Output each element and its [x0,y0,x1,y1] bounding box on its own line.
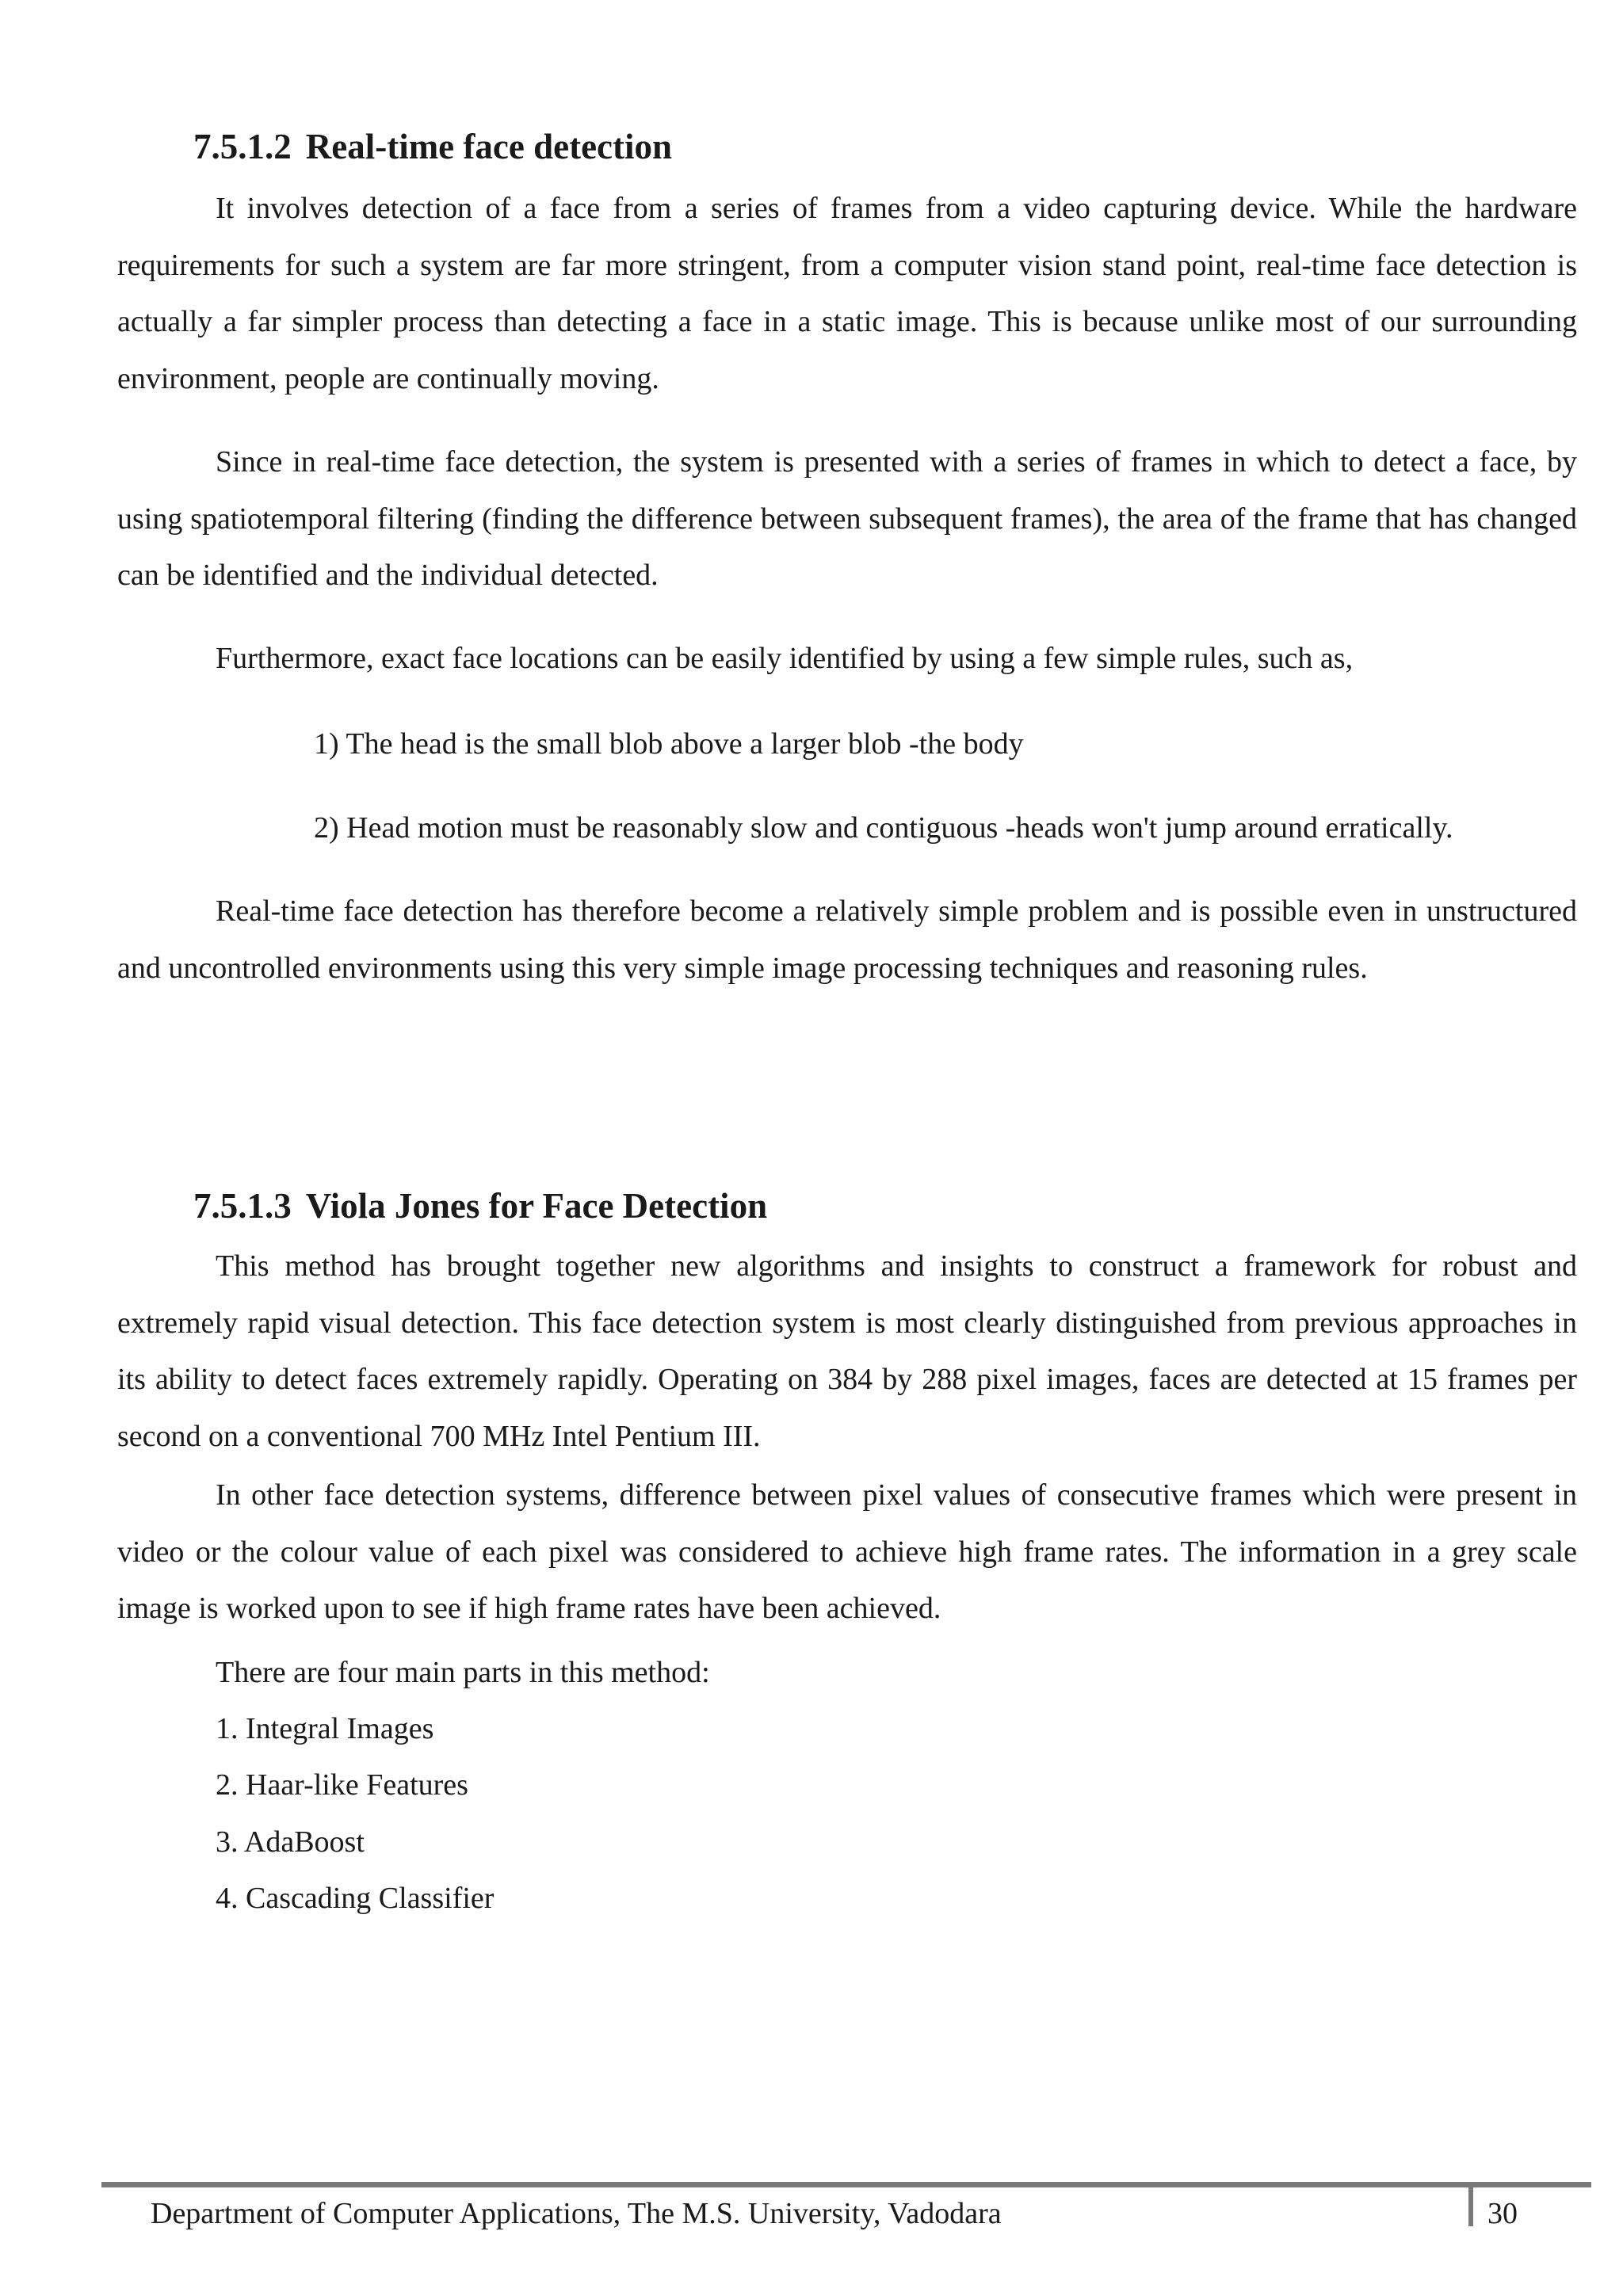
footer-separator [1468,2187,1473,2226]
list-intro: There are four main parts in this method: [216,1656,710,1689]
paragraph: It involves detection of a face from a series of frames from a video capturing device. While the hardware requirements for such a system are far more stringent, from a computer vision stand point, real-time face detection is actually a far simpler process than detecting a face in a static image. This is because unlike most of our surrounding environment, people are continually moving. [117,192,1577,395]
paragraph: Since in real-time face detection, the system is presented with a series of frames in which to detect a face, by using spatiotemporal filtering (finding the difference between subsequent frames), the area of the frame that has changed can be identified and the individual detected. [117,445,1577,592]
rule-item: 2) Head motion must be reasonably slow and contiguous -heads won't jump around erratically. [314,811,1453,845]
section-title: Viola Jones for Face Detection [305,1186,768,1226]
list-item: 2. Haar-like Features [216,1768,468,1802]
section-number: 7.5.1.3 [193,1186,292,1226]
paragraph: This method has brought together new algorithms and insights to construct a framework for robust and extremely rapid visual detection. This face detection system is most clearly distinguished from previous approaches in its ability to detect faces extremely rapidly. Operating on 384 by 288 pixel images, faces are detected at 15 frames per second on a conventional 700 MHz Intel Pentium III. [117,1249,1577,1453]
section-heading-viola-jones [193,1188,767,1224]
list-item: 3. AdaBoost [216,1825,365,1859]
paragraph: Furthermore, exact face locations can be easily identified by using a few simple rules, such as, [216,642,1354,675]
paragraph: Real-time face detection has therefore become a relatively simple problem and is possible even in unstructured and uncontrolled environments using this very simple image processing techniques and reasoning rules. [117,894,1577,985]
list-item: 1. Integral Images [216,1712,434,1745]
rule-item: 1) The head is the small blob above a larger blob -the body [314,727,1024,761]
section-title: Real-time face detection [305,127,673,166]
section-heading-real-time-face-detection [193,129,672,165]
paragraph: In other face detection systems, difference between pixel values of consecutive frames which were present in video or the colour value of each pixel was considered to achieve high frame rates. The information in a grey scale image is worked upon to see if high frame rates have been achieved. [117,1478,1577,1625]
section-number: 7.5.1.2 [193,127,292,166]
page-number: 30 [1487,2197,1518,2230]
list-item: 4. Cascading Classifier [216,1882,495,1915]
footer-rule [101,2182,1591,2187]
footer-text: Department of Computer Applications, The M.S. University, Vadodara [151,2197,1002,2230]
